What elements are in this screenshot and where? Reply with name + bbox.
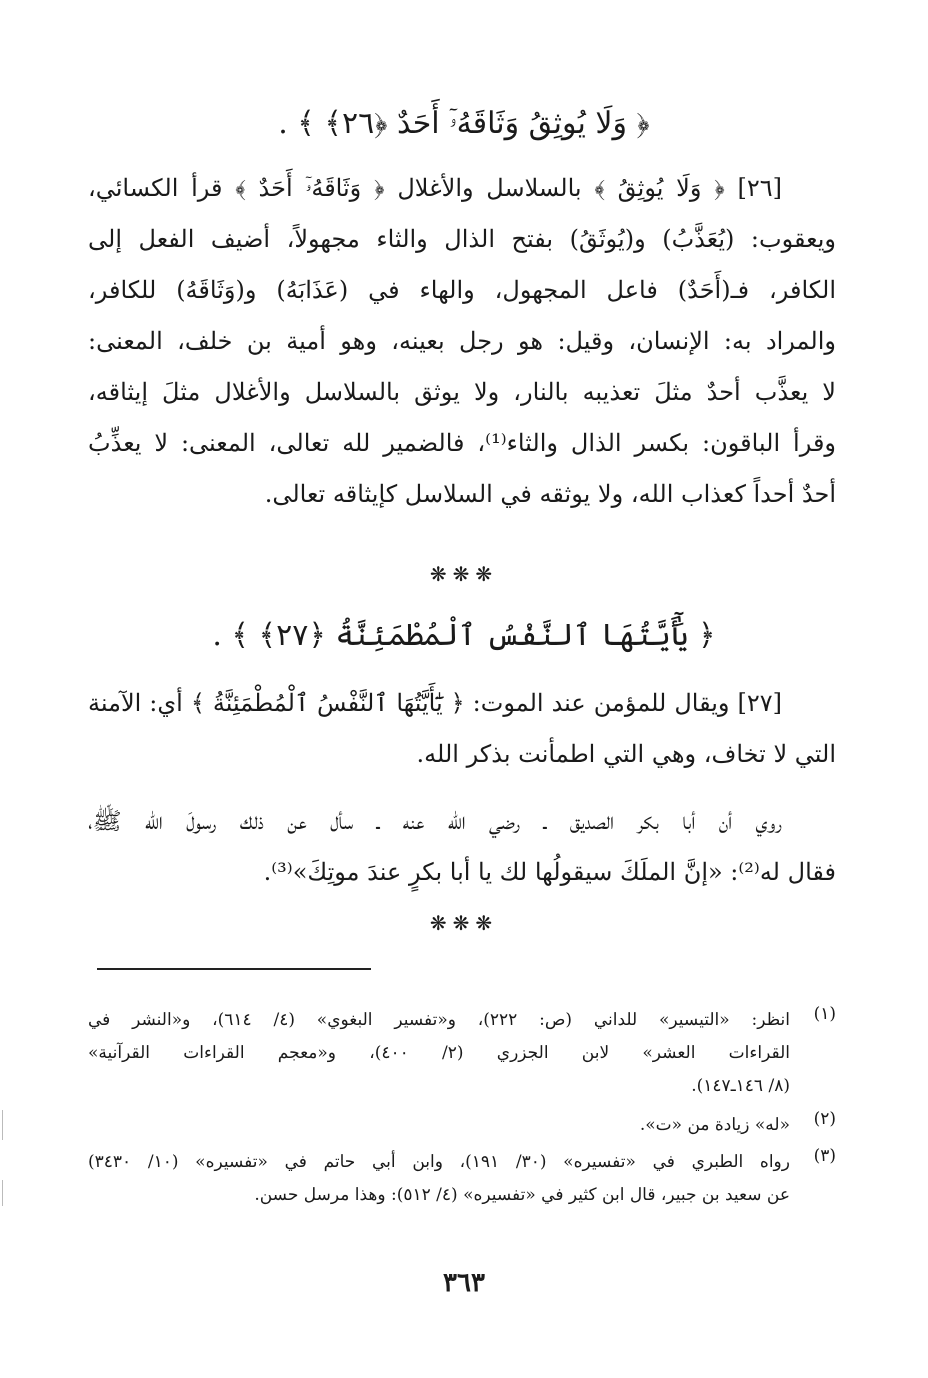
commentary-27-line: التي لا تخاف، وهي التي اطمأنت بذكر الله. <box>416 740 836 768</box>
footnote-1 <box>88 1004 836 1103</box>
commentary-26-line: وقرأ الباقون: بكسر الذال والثاء⁽¹⁾، فالضمير لله تعالى، المعنى: لا يعذِّبُ <box>88 429 836 457</box>
section-separator: ❋❋❋ <box>429 562 499 586</box>
footnote-3 <box>88 1146 836 1212</box>
commentary-26-line: ويعقوب: (يُعَذَّبُ) و(يُوثَقُ) بفتح الذال والثاء مجهولاً، أضيف الفعل إلى <box>88 225 836 253</box>
verse-27: ﴿ يَٰٓأَيَّتُهَا ٱلنَّفْسُ ٱلْمُطْمَئِنَّةُ ﴿٢٧﴾ ﴾ . <box>212 618 716 653</box>
footnote-line: رواه الطبري في «تفسيره» (٣٠/ ١٩١)، وابن أبي حاتم في «تفسيره» (١٠/ ٣٤٣٠) <box>88 1152 790 1172</box>
footnote-line: عن سعيد بن جبير، قال ابن كثير في «تفسيره» (٤/ ٥١٢): وهذا مرسل حسن. <box>254 1185 790 1205</box>
commentary-26-line: الكافر، فـ(أَحَدٌ) فاعل المجهول، والهاء في (عَذَابَهُ) و(وَثَاقَهُ) للكافر، <box>88 276 836 304</box>
narration <box>88 796 836 898</box>
page-number: ٣٦٣ <box>443 1268 485 1298</box>
scan-edge-mark <box>2 1180 11 1206</box>
commentary-26-line: لا يعذَّب أحدٌ مثلَ تعذيبه بالنار، ولا يوثق بالسلاسل والأغلال مثلَ إيثاقه، <box>88 378 836 406</box>
footnote-line: انظر: «التيسير» للداني (ص: ٢٢٢)، و«تفسير البغوي» (٤/ ٦١٤)، و«النشر في <box>88 1010 790 1030</box>
footnote-divider <box>97 968 371 970</box>
commentary-26-line: [٢٦] ﴿ وَلَا يُوثِقُ ﴾ بالسلاسل والأغلال ﴿ وَثَاقَهُۥٓ أَحَدٌ ﴾ قرأ الكسائي، <box>88 174 782 202</box>
footnotes <box>88 1004 836 1212</box>
commentary-26-line: أحدٌ أحداً كعذاب الله، ولا يوثقه في السلاسل كإيثاقه تعالى. <box>264 480 836 508</box>
footnote-number: (٢) <box>813 1109 836 1129</box>
footnote-number: (١) <box>813 1004 836 1024</box>
footnote-line: القراءات العشر» لابن الجزري (٢/ ٤٠٠)، و«معجم القراءات القرآنية» <box>88 1043 790 1063</box>
commentary-27 <box>88 678 836 780</box>
commentary-26-line: والمراد به: الإنسان، وقيل: هو رجل بعينه، وهو أمية بن خلف، المعنى: <box>88 327 836 355</box>
narration-line: فقال له⁽²⁾: «إنَّ الملَكَ سيقولُها لك يا أبا بكرٍ عندَ موتِكَ»⁽³⁾. <box>263 858 836 886</box>
footnote-line: «له» زيادة من «ت». <box>639 1115 790 1135</box>
section-separator: ❋❋❋ <box>429 911 499 935</box>
footnote-2 <box>88 1109 836 1142</box>
scan-edge-mark <box>2 1110 11 1140</box>
commentary-26 <box>88 163 836 520</box>
commentary-27-line: [٢٧] ويقال للمؤمن عند الموت: ﴿ يَٰٓأَيَّتُهَا ٱلنَّفْسُ ٱلْمُطْمَئِنَّةُ ﴾ أي: الآمنة <box>88 689 782 717</box>
footnote-number: (٣) <box>813 1146 836 1166</box>
verse-26: ﴿ وَلَا يُوثِقُ وَثَاقَهُۥٓ أَحَدٌ ﴿٢٦﴾ ﴾ . <box>278 106 650 141</box>
footnote-line: (٨/ ١٤٦ـ١٤٧). <box>691 1076 790 1096</box>
narration-line: روي أن أبا بكر الصديق ـ رضي الله عنه ـ سأل عن ذلك رسولَ الله ﷺ، <box>88 807 782 835</box>
